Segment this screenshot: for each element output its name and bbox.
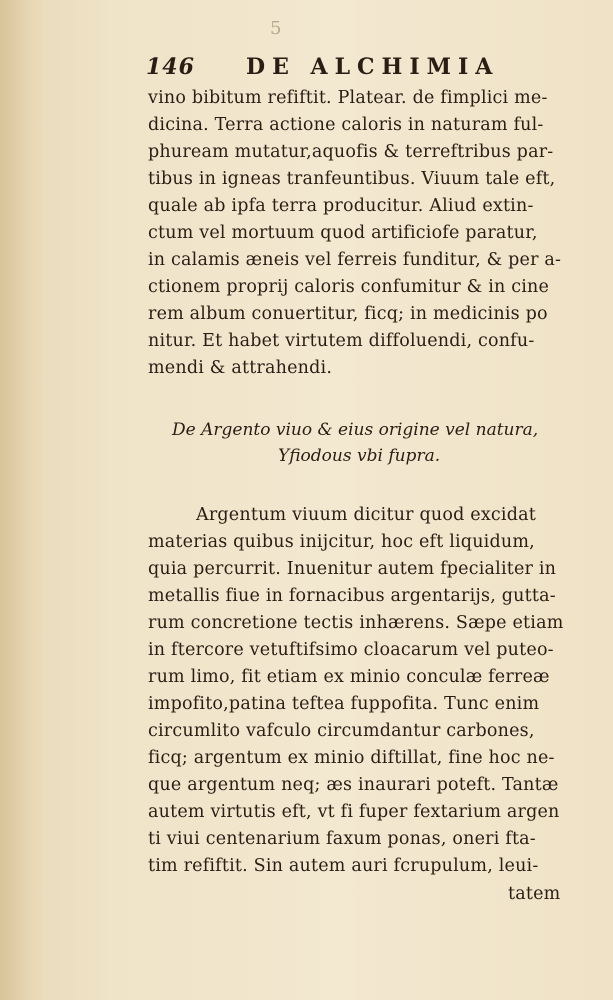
body-line: circumlito vafculo circumdantur carbones,	[148, 721, 535, 741]
body-line: rum concretione tectis inhærens. Sæpe etiam	[148, 613, 564, 633]
body-line: rem album conuertitur, ficq; in medicinis po	[148, 304, 548, 324]
body-line: quia percurrit. Inuenitur autem fpecialiter in	[148, 559, 557, 579]
body-line: tibus in igneas tranfeuntibus. Viuum tale eft,	[148, 169, 556, 189]
body-line: dicina. Terra actione caloris in naturam ful-	[148, 115, 544, 135]
section-heading-line-1: De Argento viuo & eius origine vel natura,	[172, 420, 539, 440]
folio-mark: 5	[270, 18, 282, 39]
body-line: ti viui centenarium faxum ponas, oneri fta-	[148, 829, 536, 849]
body-line: metallis fiue in fornacibus argentarijs, gutta-	[148, 586, 556, 606]
body-line: ctionem proprij caloris confumitur & in cine	[148, 277, 550, 297]
body-line: nitur. Et habet virtutem diffoluendi, confu-	[148, 331, 535, 351]
body-line: impofito,patina teftea fuppofita. Tunc enim	[148, 694, 540, 714]
body-line: materias quibus inijcitur, hoc eft liquidum,	[148, 532, 535, 552]
body-line: ctum vel mortuum quod artificiofe paratur,	[148, 223, 538, 243]
page-number: 146	[146, 54, 195, 80]
body-line: Argentum viuum dicitur quod excidat	[196, 505, 536, 525]
body-line: phuream mutatur,aquofis & terreftribus par-	[148, 142, 554, 162]
body-line: autem virtutis eft, vt fi fuper fextarium argen	[148, 802, 560, 822]
body-line: in ftercore vetuftifsimo cloacarum vel puteo-	[148, 640, 554, 660]
body-line: in calamis æneis vel ferreis funditur, & per a-	[148, 250, 562, 270]
body-line: que argentum neq; æs inaurari poteft. Tantæ	[148, 775, 559, 795]
body-line: tim refiftit. Sin autem auri fcrupulum, leui-	[148, 856, 539, 876]
body-line: quale ab ipfa terra producitur. Aliud extin-	[148, 196, 534, 216]
section-heading-line-2: Yfiodous vbi fupra.	[278, 446, 441, 466]
body-line: mendi & attrahendi.	[148, 358, 333, 378]
running-head: DE ALCHIMIA	[246, 54, 500, 80]
catchword: tatem	[508, 884, 561, 904]
binding-shadow	[0, 0, 46, 1000]
body-line: rum limo, fit etiam ex minio conculæ ferreæ	[148, 667, 550, 687]
body-line: vino bibitum refiftit. Platear. de fimplici me-	[148, 88, 548, 108]
body-line: ficq; argentum ex minio diftillat, fine hoc ne-	[148, 748, 555, 768]
page-header	[146, 54, 502, 80]
